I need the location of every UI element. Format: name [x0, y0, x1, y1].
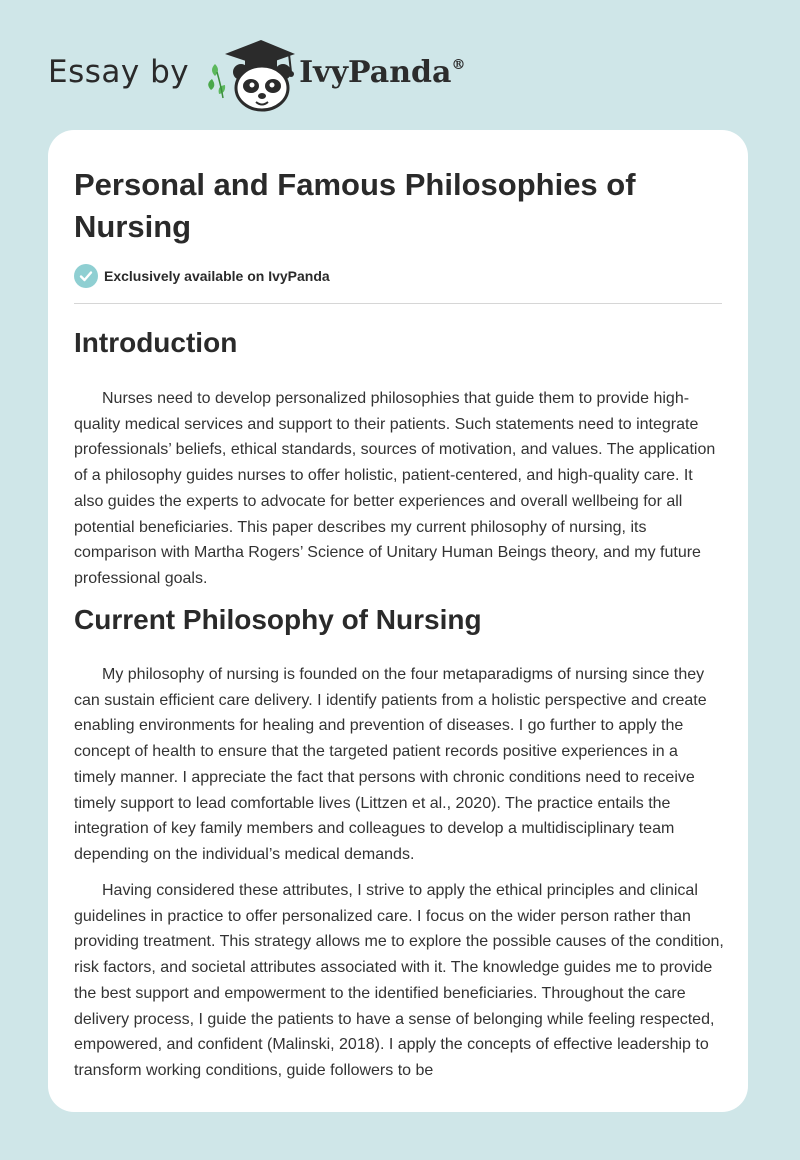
section-heading-current-philosophy: Current Philosophy of Nursing — [74, 604, 482, 635]
paragraph: Nurses need to develop personalized philosophies that guide them to provide high-quality medical services and support to their patients. Such statements need to integrate professionals’ beliefs, ethical standards, sources of motivation, and values. The application of a philosophy guides nurses to offer holistic, patient-centered, and high-quality care. It also guides the experts to advocate for better experiences and overall wellbeing for all potential beneficiaries. This paper describes my current philosophy of nursing, its comparison with Martha Rogers’ Science of Unitary Human Beings theory, and my future professional goals. — [74, 390, 716, 587]
exclusive-text: Exclusively available on IvyPanda — [104, 268, 330, 284]
essay-card — [48, 130, 748, 1112]
brand-name[interactable] — [299, 55, 465, 90]
divider — [74, 303, 722, 304]
page-title: Personal and Famous Philosophies of Nursing — [74, 167, 636, 244]
ivypanda-logo-icon[interactable] — [205, 32, 297, 112]
paragraph: My philosophy of nursing is founded on the four metaparadigms of nursing since they can sustain efficient care delivery. I identify patients from a holistic perspective and create enabling environments for healing and prevention of diseases. I go further to apply the concept of health to ensure that the targeted patient records positive experiences in a timely manner. I appreciate the fact that persons with chronic conditions need to receive timely support to lead comfortable lives (Littzen et al., 2020). The practice entails the integration of key family members and colleagues to develop a multidisciplinary team depending on the individual’s medical demands. — [74, 666, 707, 863]
paragraph: Having considered these attributes, I strive to apply the ethical principles and clinical guidelines in practice to offer personalized care. I focus on the wider person rather than providing treatment. This strategy allows me to explore the possible causes of the condition, risk factors, and societal attributes associated with it. The knowledge guides me to provide the best support and empowerment to the identified beneficiaries. Throughout the care delivery process, I guide the patients to have a sense of belonging while feeling respected, empowered, and confident (Malinski, 2018). I apply the concepts of effective leadership to transform working conditions, guide followers to be — [74, 882, 724, 1079]
essay-by-label: Essay by — [48, 54, 190, 90]
section-heading-introduction: Introduction — [74, 327, 238, 358]
check-icon — [74, 264, 98, 288]
site-header — [48, 32, 465, 112]
brand-text: IvyPanda — [299, 54, 452, 90]
exclusive-badge — [74, 264, 330, 288]
registered-mark: ® — [451, 56, 466, 73]
